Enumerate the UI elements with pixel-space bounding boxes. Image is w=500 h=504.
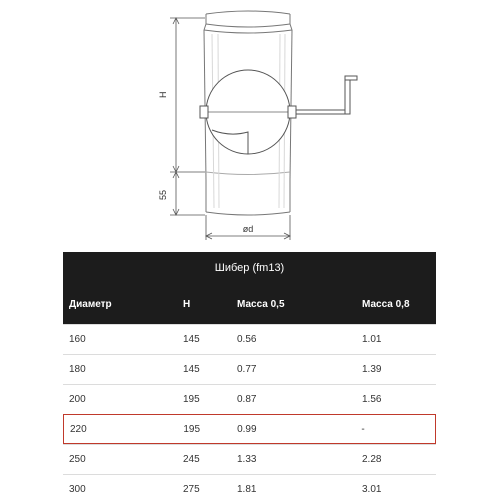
cell-diameter: 160: [69, 334, 86, 345]
table-title: Шибер (fm13): [63, 252, 436, 284]
cell-h: 275: [183, 484, 200, 495]
cell-h: 245: [183, 454, 200, 465]
dimension-h: [170, 18, 205, 172]
cell-mass-08: -: [361, 423, 365, 435]
cell-h: 145: [183, 364, 200, 375]
dimension-h-label: H: [158, 91, 168, 98]
cell-h: 145: [183, 334, 200, 345]
table-row: [63, 354, 436, 384]
table-row-highlighted: [63, 414, 436, 444]
damper-disc: [206, 70, 290, 154]
cell-diameter: 220: [70, 423, 87, 435]
cell-mass-05: 0.56: [237, 334, 257, 345]
header-h: H: [183, 298, 191, 310]
table-row: [63, 444, 436, 474]
cell-mass-05: 0.87: [237, 394, 257, 405]
dimension-55-label: 55: [158, 189, 168, 200]
cell-diameter: 250: [69, 454, 86, 465]
cell-mass-08: 3.01: [362, 484, 382, 495]
table-row: [63, 384, 436, 414]
spec-table: [63, 252, 436, 500]
cell-mass-08: 1.56: [362, 394, 382, 405]
header-mass-05: Масса 0,5: [237, 298, 285, 310]
cell-diameter: 300: [69, 484, 86, 495]
dimension-55: [170, 172, 205, 215]
cell-mass-05: 0.99: [237, 423, 257, 435]
cell-h: 195: [183, 423, 201, 435]
cell-mass-05: 1.81: [237, 484, 257, 495]
header-diameter: Диаметр: [69, 298, 112, 310]
cell-mass-05: 0.77: [237, 364, 257, 375]
dimension-d-label: ød: [242, 224, 254, 234]
cell-mass-08: 1.01: [362, 334, 382, 345]
cell-diameter: 200: [69, 394, 86, 405]
table-row: [63, 324, 436, 354]
damper-technical-drawing: [0, 0, 500, 250]
cell-mass-08: 2.28: [362, 454, 382, 465]
cell-mass-05: 1.33: [237, 454, 257, 465]
cell-mass-08: 1.39: [362, 364, 382, 375]
cell-h: 195: [183, 394, 200, 405]
table-header-row: [63, 284, 436, 324]
cell-diameter: 180: [69, 364, 86, 375]
header-mass-08: Масса 0,8: [362, 298, 410, 310]
